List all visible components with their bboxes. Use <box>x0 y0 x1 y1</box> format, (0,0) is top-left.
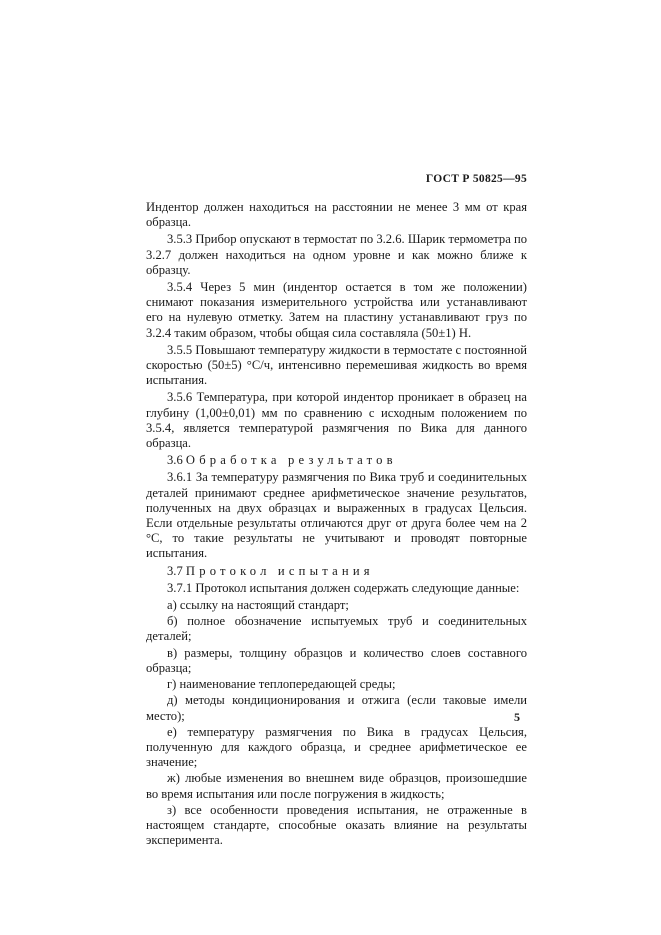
paragraph-3-5-4: 3.5.4 Через 5 мин (индентор остается в том же положении) снимают показания измерительного устройства или устанавливают его на нулевую отметку. Затем на пластину устанавливают груз по 3.2.4 таким образом, чтобы общая сила составляла (50±1) Н. <box>146 280 527 340</box>
list-item-b: б) полное обозначение испытуемых труб и соединительных деталей; <box>146 614 527 644</box>
list-item-e: е) температуру размягчения по Вика в градусах Цельсия, полученную для каждого образца, и среднее арифметическое ее значение; <box>146 724 527 770</box>
standard-header: ГОСТ Р 50825—95 <box>425 173 527 185</box>
section-title-3-6: Обработка результатов <box>185 453 397 468</box>
list-item-g: г) наименование теплопередающей среды; <box>167 677 396 692</box>
list-item-d: д) методы кондиционирования и отжига (если таковые имели место); <box>146 693 527 723</box>
paragraph-3-5-3: 3.5.3 Прибор опускают в термостат по 3.2.6. Шарик термометра по 3.2.7 должен находиться на одном уровне и как можно ближе к образцу. <box>146 232 527 277</box>
section-number-3-6: 3.6 <box>167 453 183 468</box>
section-heading-3-6 <box>146 453 527 468</box>
paragraph-3-7-1: 3.7.1 Протокол испытания должен содержать следующие данные: <box>167 580 520 595</box>
paragraph-3-6-1: 3.6.1 За температуру размягчения по Вика труб и соединительных деталей принимают среднее арифметическое значение результатов, полученных на двух образцах и выраженных в градусах Цельсия. Если отдельные результаты отличаются друг от друга более чем на 2 °С, то такие результаты не учитывают и проводят повторные испытания. <box>146 470 527 561</box>
paragraph-3-5-5: 3.5.5 Повышают температуру жидкости в термостате с постоянной скоростью (50±5) °С/ч, интенсивно перемешивая жидкость во время испытания. <box>146 342 527 388</box>
page-number: 5 <box>514 710 520 724</box>
paragraph-indentor: Индентор должен находиться на расстоянии не менее 3 мм от края образца. <box>146 200 527 230</box>
list-item-z: з) все особенности проведения испытания, не отраженные в настоящем стандарте, способные оказать влияние на результаты эксперимента. <box>146 802 527 848</box>
section-title-3-7: Протокол испытания <box>185 563 374 578</box>
section-number-3-7: 3.7 <box>167 563 183 578</box>
section-heading-3-7 <box>146 564 527 579</box>
paragraph-3-5-6: 3.5.6 Температура, при которой индентор проникает в образец на глубину (1,00±0,01) мм по сравнению с исходным положением по 3.5.4, является температурой размягчения по Вика для данного образца. <box>146 390 527 451</box>
list-item-a: а) ссылку на настоящий стандарт; <box>167 598 349 613</box>
list-item-zh: ж) любые изменения во внешнем виде образцов, произошедшие во время испытания или после погружения в жидкость; <box>146 771 527 801</box>
list-item-v: в) размеры, толщину образцов и количество слоев составного образца; <box>146 645 527 675</box>
document-body <box>146 200 527 849</box>
